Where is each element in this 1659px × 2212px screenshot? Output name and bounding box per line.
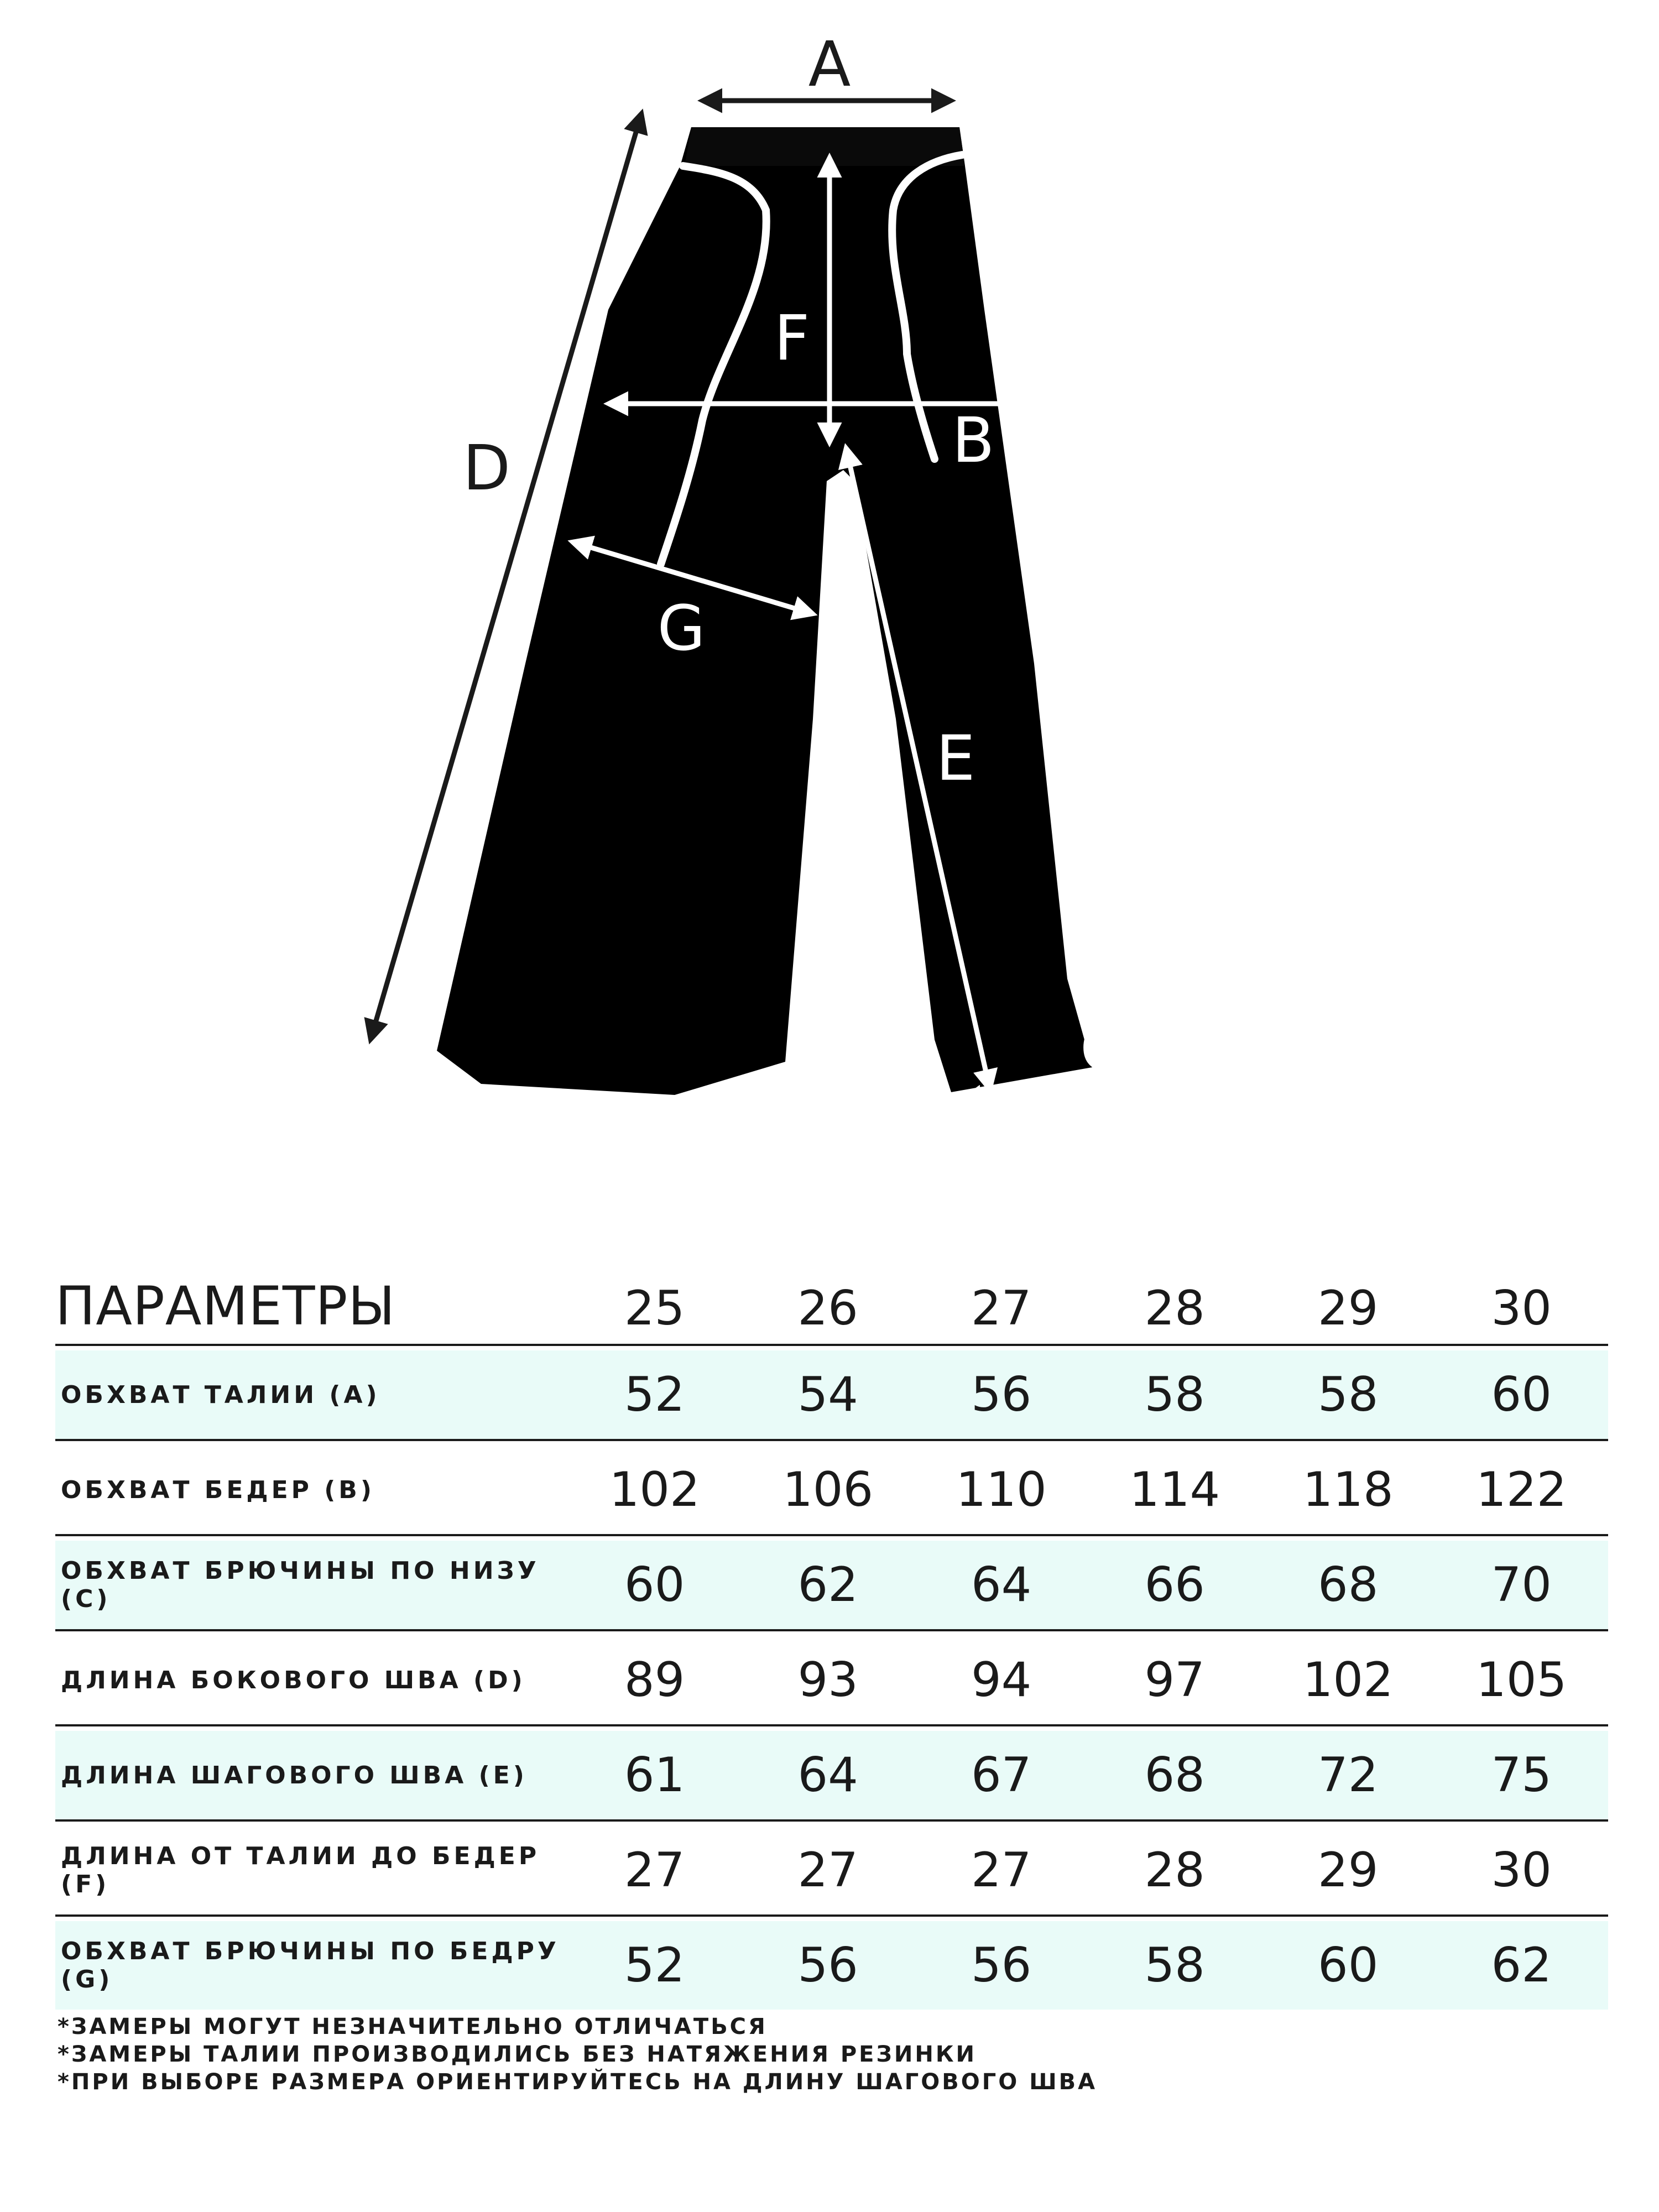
table-cell: 30 [1491, 1843, 1552, 1898]
table-row [55, 1541, 1608, 1631]
row-label: ОБХВАТ БЕДЕР (B) [61, 1475, 375, 1504]
size-header: 29 [1317, 1281, 1379, 1336]
size-header: 27 [971, 1281, 1032, 1336]
table-cell: 62 [797, 1557, 858, 1613]
table-cell: 58 [1144, 1938, 1205, 1993]
table-cell: 75 [1491, 1747, 1552, 1803]
table-cell: 56 [971, 1367, 1032, 1422]
size-header: 26 [797, 1281, 858, 1336]
table-cell: 68 [1144, 1747, 1205, 1803]
table-cell: 102 [609, 1462, 700, 1517]
table-cell: 56 [971, 1938, 1032, 1993]
label-f: F [774, 302, 810, 374]
table-cell: 68 [1317, 1557, 1379, 1613]
table-cell: 66 [1144, 1557, 1205, 1613]
row-label: ДЛИНА ШАГОВОГО ШВА (E) [61, 1761, 528, 1790]
footnote: *ЗАМЕРЫ МОГУТ НЕЗНАЧИТЕЛЬНО ОТЛИЧАТЬСЯ [58, 2014, 768, 2039]
table-cell: 54 [797, 1367, 858, 1422]
table-cell: 64 [971, 1557, 1032, 1613]
table-row [55, 1826, 1608, 1917]
table-cell: 89 [624, 1652, 685, 1708]
footnotes [58, 2013, 1097, 2096]
size-header: 25 [624, 1281, 685, 1336]
table-cell: 122 [1476, 1462, 1567, 1517]
size-header: 28 [1144, 1281, 1205, 1336]
table-row [55, 1731, 1608, 1822]
table-cell: 58 [1317, 1367, 1379, 1422]
table-cell: 72 [1317, 1747, 1379, 1803]
table-cell: 28 [1144, 1843, 1205, 1898]
table-cell: 60 [1317, 1938, 1379, 1993]
table-cell: 110 [956, 1462, 1047, 1517]
table-row [55, 1350, 1608, 1441]
table-cell: 27 [797, 1843, 858, 1898]
waistband [685, 127, 965, 166]
size-table [55, 1266, 1608, 2010]
table-cell: 62 [1491, 1938, 1552, 1993]
table-cell: 105 [1476, 1652, 1567, 1708]
table-cell: 56 [797, 1938, 858, 1993]
footnote: *ЗАМЕРЫ ТАЛИИ ПРОИЗВОДИЛИСЬ БЕЗ НАТЯЖЕНИЯ РЕЗИНКИ [58, 2042, 977, 2067]
table-cell: 93 [797, 1652, 858, 1708]
row-label: ДЛИНА БОКОВОГО ШВА (D) [61, 1666, 526, 1694]
table-cell: 60 [624, 1557, 685, 1613]
table-cell: 52 [624, 1367, 685, 1422]
table-cell: 58 [1144, 1367, 1205, 1422]
table-cell: 67 [971, 1747, 1032, 1803]
size-header: 30 [1491, 1281, 1552, 1336]
table-row [55, 1921, 1608, 2010]
row-label: ОБХВАТ БРЮЧИНЫ ПО БЕДРУ (G) [61, 1937, 560, 1994]
row-label: ОБХВАТ ТАЛИИ (A) [61, 1380, 380, 1409]
footnote: *ПРИ ВЫБОРЕ РАЗМЕРА ОРИЕНТИРУЙТЕСЬ НА ДЛИНУ ШАГОВОГО ШВА [58, 2069, 1098, 2095]
table-cell: 29 [1317, 1843, 1379, 1898]
table-cell: 114 [1129, 1462, 1220, 1517]
table-cell: 27 [624, 1843, 685, 1898]
label-b: B [952, 405, 995, 477]
table-header [55, 1266, 1608, 1346]
table-cell: 27 [971, 1843, 1032, 1898]
table-title: ПАРАМЕТРЫ [55, 1275, 396, 1337]
table-cell: 94 [971, 1652, 1032, 1708]
table-cell: 106 [782, 1462, 874, 1517]
table-cell: 60 [1491, 1367, 1552, 1422]
table-cell: 118 [1302, 1462, 1394, 1517]
table-cell: 70 [1491, 1557, 1552, 1613]
row-label: ОБХВАТ БРЮЧИНЫ ПО НИЗУ (C) [61, 1557, 540, 1613]
row-label: ДЛИНА ОТ ТАЛИИ ДО БЕДЕР (F) [61, 1842, 540, 1898]
label-c: C [1079, 1013, 1124, 1085]
table-cell: 52 [624, 1938, 685, 1993]
label-d: D [462, 432, 511, 504]
table-cell: 64 [797, 1747, 858, 1803]
label-a: A [808, 29, 851, 101]
table-row [55, 1446, 1608, 1536]
pants-silhouette [437, 127, 1092, 1095]
table-cell: 61 [624, 1747, 685, 1803]
table-row [55, 1636, 1608, 1726]
label-e: E [936, 723, 975, 795]
table-cell: 97 [1144, 1652, 1205, 1708]
table-cell: 102 [1302, 1652, 1394, 1708]
label-g: G [657, 593, 706, 665]
